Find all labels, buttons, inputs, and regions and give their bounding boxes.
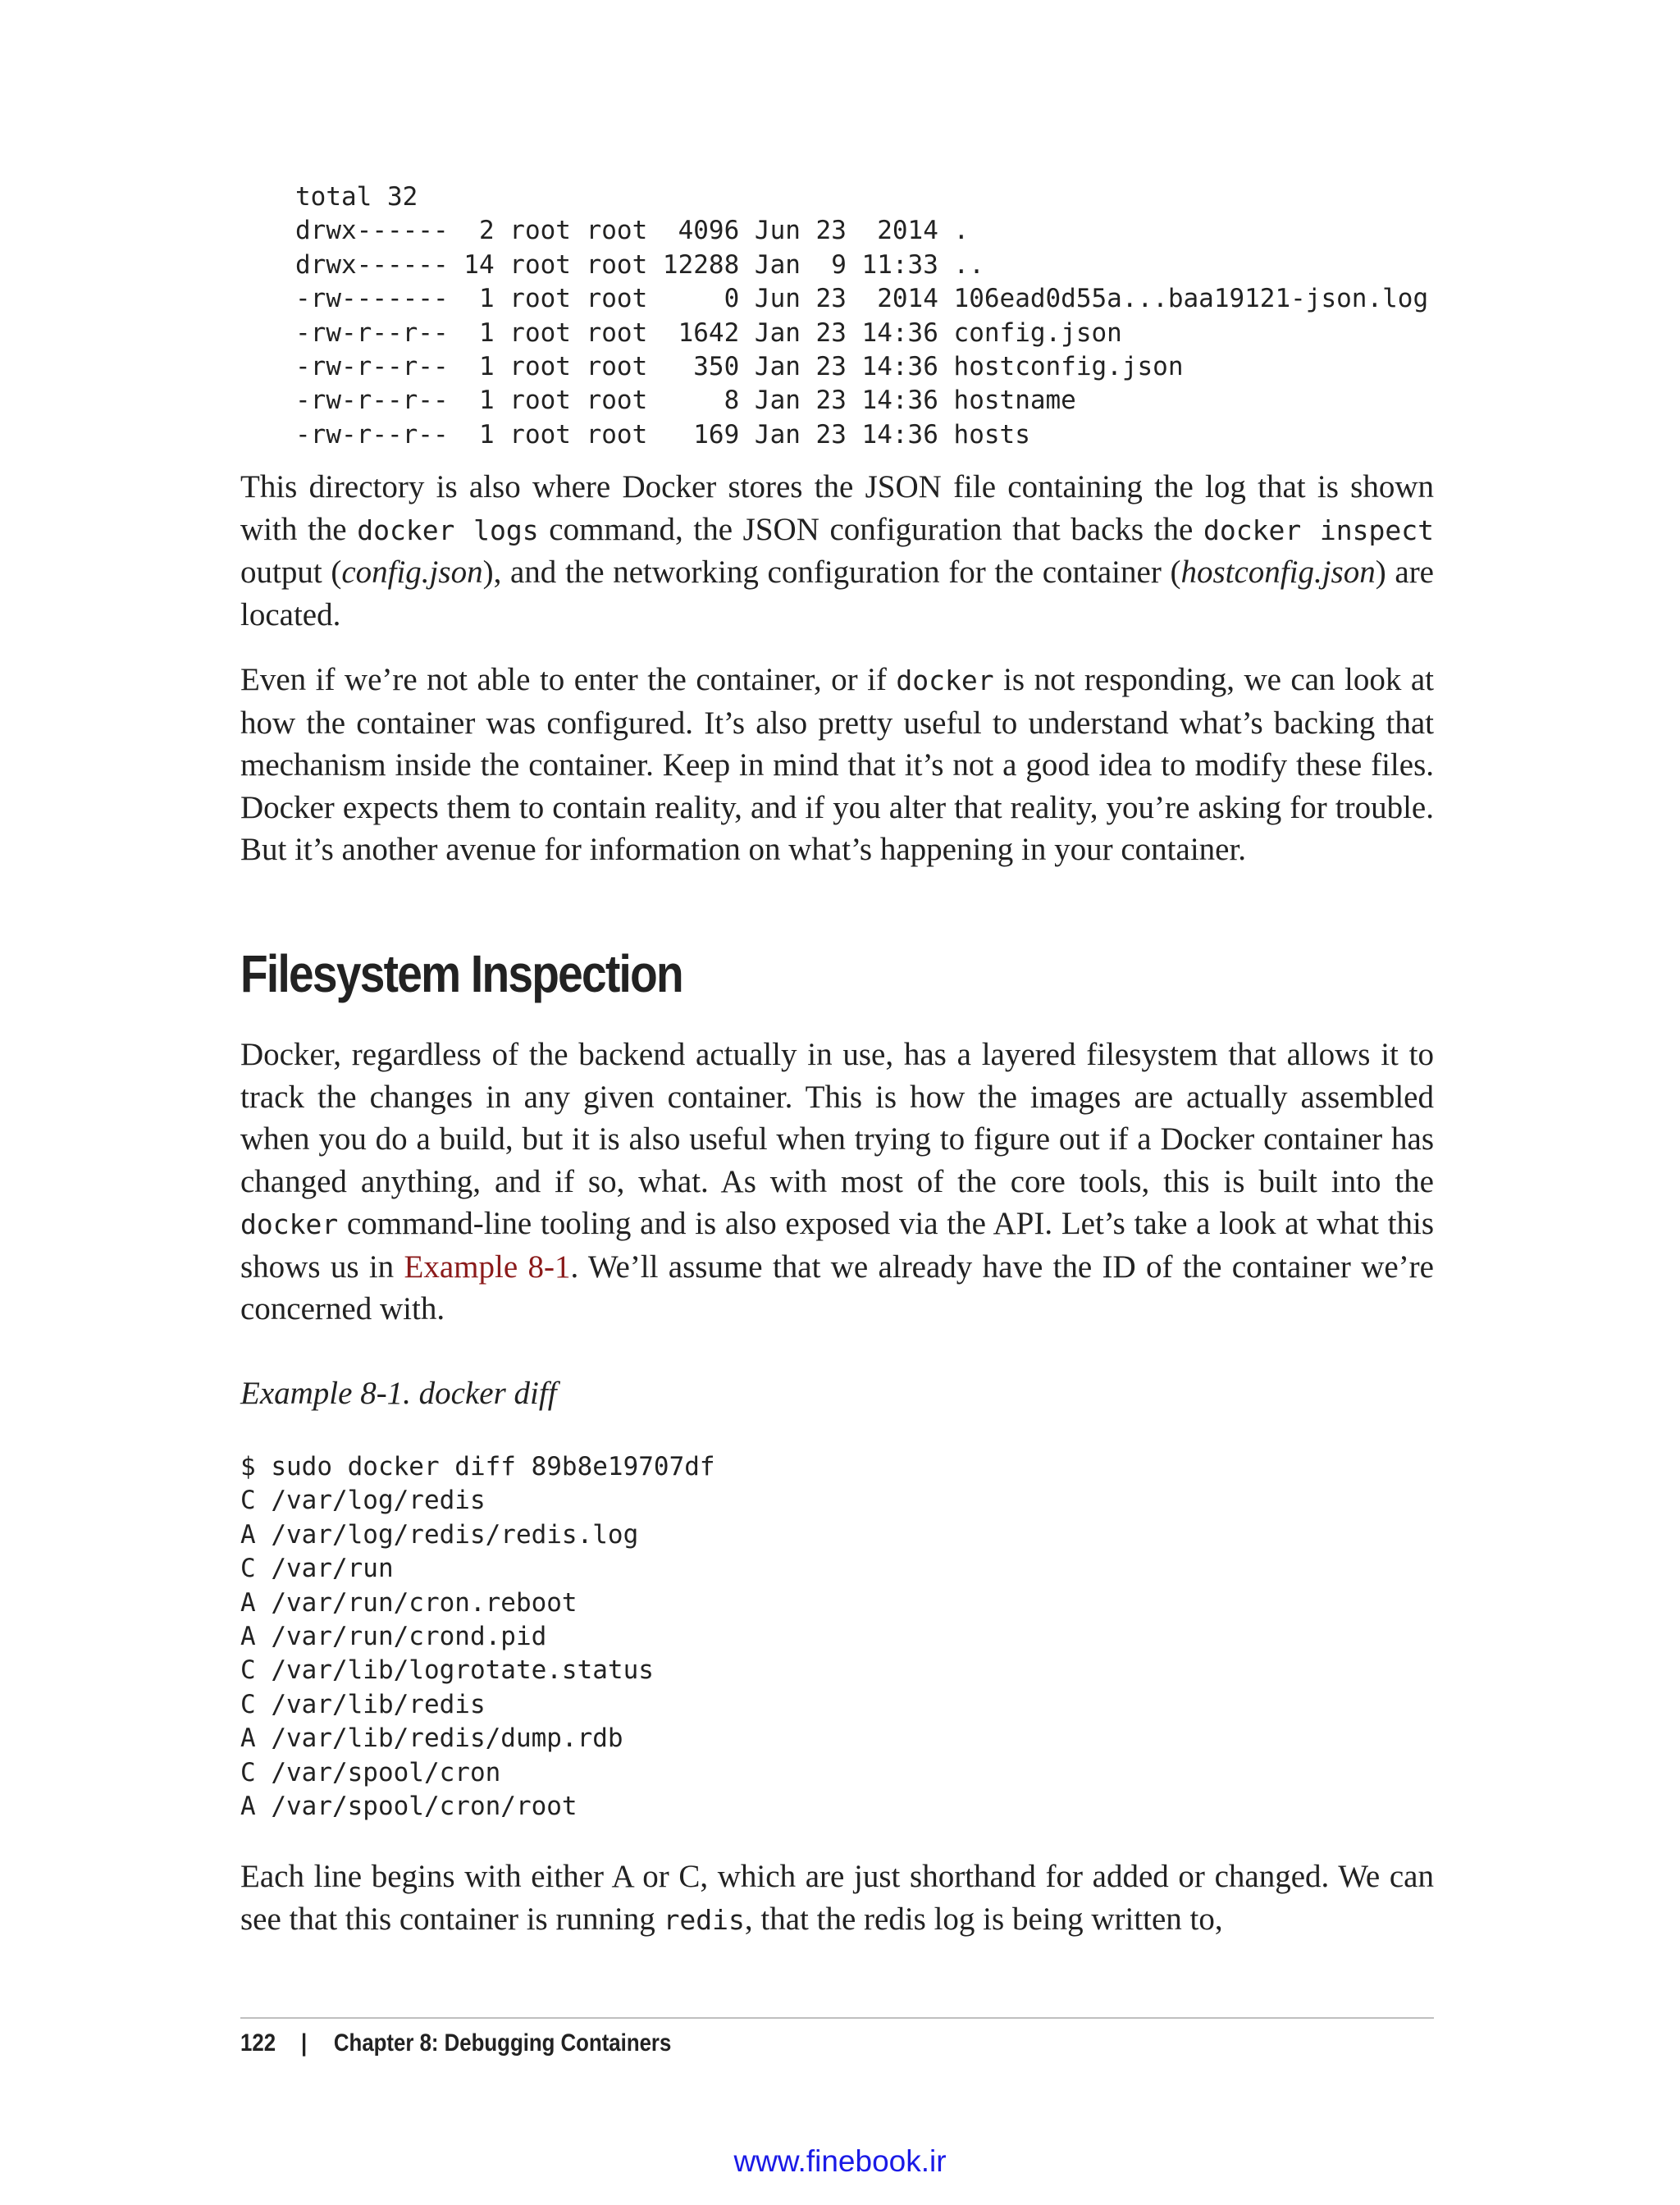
filename-config-json: config.json: [341, 555, 483, 590]
listing-line: -rw-r--r-- 1 root root 8 Jan 23 14:36 hostname: [295, 386, 1076, 416]
listing-line: A /var/run/crond.pid: [240, 1622, 547, 1652]
listing-line: drwx------ 14 root root 12288 Jan 9 11:33 ..: [295, 249, 984, 280]
example-caption: Example 8-1. docker diff: [240, 1376, 557, 1411]
paragraph-layered-filesystem: Docker, regardless of the backend actually in use, has a layered filesystem that allows it to track the changes in any given container. This is how the images are actually assembled when you do a build, but it is also useful when trying to figure out if a Docker container has changed anything, and if so, what. As with most of the core tools, this is built into the docker command-line tooling and is also exposed via the API. Let’s take a look at what this shows us in Example 8-1. We’ll assume that we already have the ID of the container we’re concerned with.: [240, 1037, 1434, 1326]
listing-line: C /var/log/redis: [240, 1486, 486, 1516]
listing-line: total 32: [295, 182, 418, 212]
listing-line: C /var/lib/redis: [240, 1689, 486, 1719]
page-number: 122: [240, 2029, 276, 2057]
section-heading: Filesystem Inspection: [240, 944, 682, 1003]
chapter-title: Chapter 8: Debugging Containers: [333, 2029, 672, 2057]
listing-line: C /var/run: [240, 1554, 394, 1584]
listing-line: A /var/log/redis/redis.log: [240, 1519, 639, 1550]
listing-line: A /var/run/cron.reboot: [240, 1587, 578, 1618]
listing-line: C /var/lib/logrotate.status: [240, 1655, 654, 1686]
footer-separator: |: [301, 2029, 308, 2057]
listing-line: A /var/spool/cron/root: [240, 1792, 578, 1822]
directory-listing: [295, 180, 1428, 452]
inline-code-docker-inspect: docker inspect: [1203, 514, 1434, 546]
footer-rule: [240, 2017, 1434, 2019]
listing-line: $ sudo docker diff 89b8e19707df: [240, 1452, 715, 1481]
inline-code-redis: redis: [663, 1903, 745, 1936]
listing-line: -rw-r--r-- 1 root root 350 Jan 23 14:36 hostconfig.json: [295, 352, 1184, 382]
listing-line: drwx------ 2 root root 4096 Jun 23 2014 .: [295, 216, 970, 246]
docker-diff-listing: [240, 1450, 715, 1824]
listing-line: C /var/spool/cron: [240, 1757, 501, 1787]
watermark-url: www.finebook.ir: [733, 2144, 947, 2178]
listing-line: A /var/lib/redis/dump.rdb: [240, 1723, 623, 1754]
paragraph-container-config: Even if we’re not able to enter the container, or if docker is not responding, we can look at how the container was configured. It’s also pretty useful to understand what’s backing that mechanism inside the container. Keep in mind that it’s not a good idea to modify these files. Docker expects them to contain reality, and if you alter that reality, you’re asking for trouble. But it’s another avenue for information on what’s happening in your container.: [240, 662, 1434, 867]
paragraph-diff-explanation: Each line begins with either A or C, which are just shorthand for added or changed. We can see that this container is running redis, that the redis log is being written to,: [240, 1859, 1434, 1937]
inline-code-docker-logs: docker logs: [357, 514, 539, 546]
page-footer: [240, 2029, 671, 2057]
inline-code-docker: docker: [896, 664, 994, 696]
paragraph-json-files: This directory is also where Docker stores the JSON file containing the log that is shown with the docker logs command, the JSON configuration that backs the docker inspect output (config.json), and the networking configuration for the container (hostconfig.json) are located.: [240, 469, 1434, 632]
example-cross-reference-link[interactable]: Example 8-1: [404, 1249, 571, 1285]
inline-code-docker: docker: [240, 1208, 339, 1240]
listing-line: -rw-r--r-- 1 root root 1642 Jan 23 14:36 config.json: [295, 317, 1122, 348]
listing-line: -rw-r--r-- 1 root root 169 Jan 23 14:36 hosts: [295, 419, 1030, 450]
filename-hostconfig-json: hostconfig.json: [1180, 555, 1376, 590]
listing-line: -rw------- 1 root root 0 Jun 23 2014 106ead0d55a...baa19121-json.log: [295, 284, 1429, 314]
